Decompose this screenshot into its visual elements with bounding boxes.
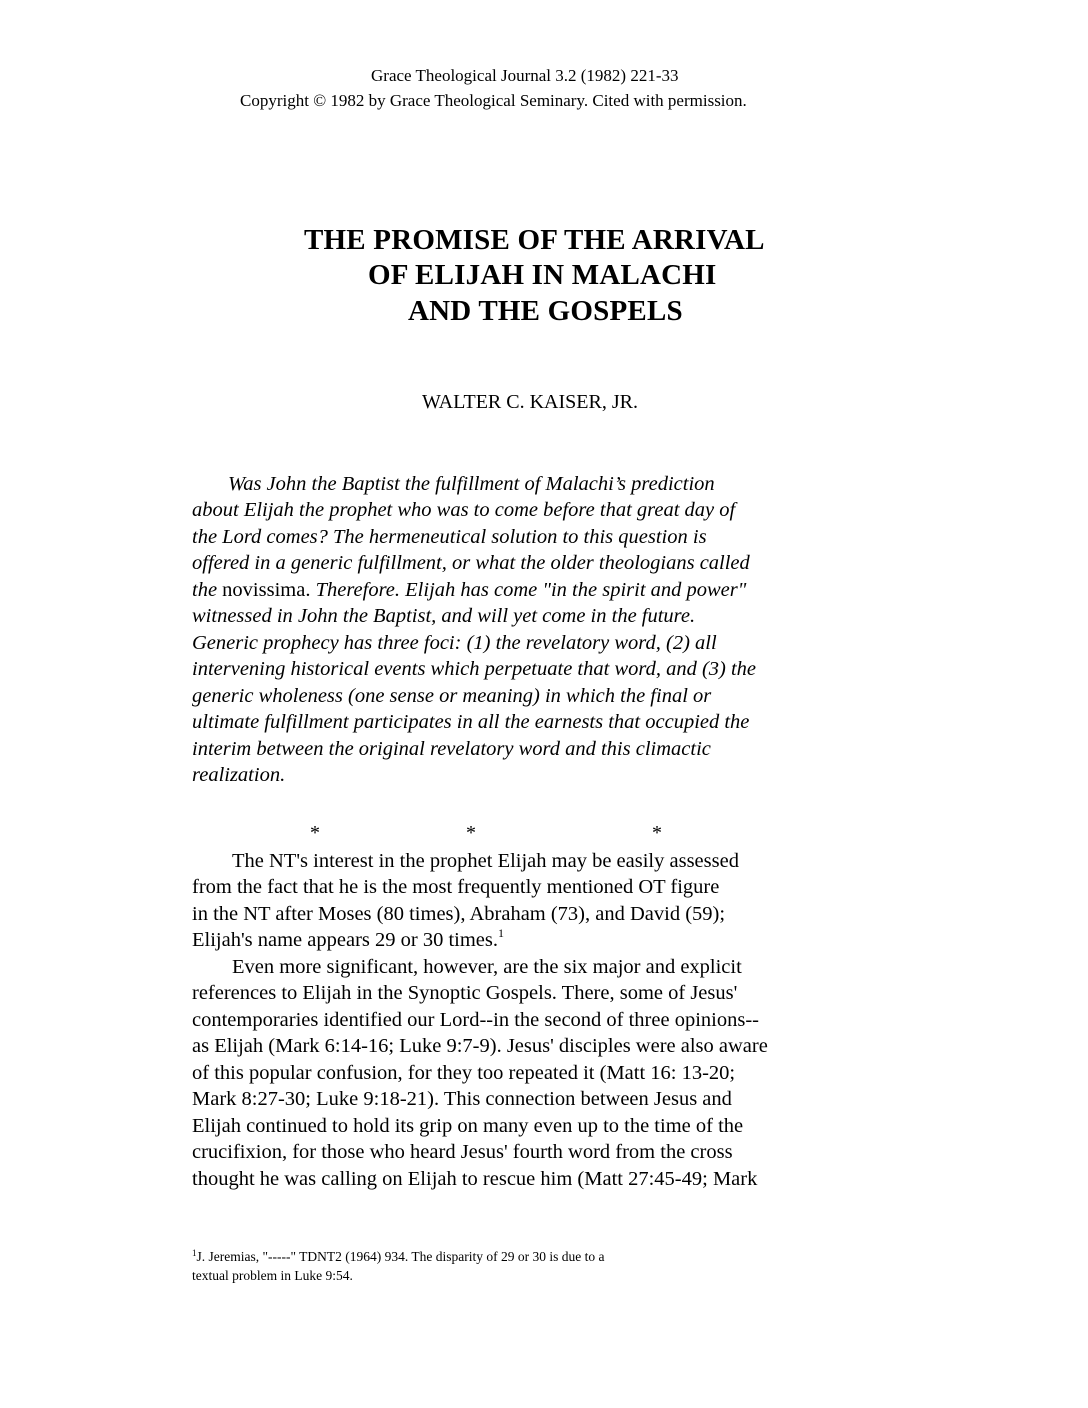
abstract-line: about Elijah the prophet who was to come before that great day of (192, 499, 736, 521)
body-line: of this popular confusion, for they too repeated it (Matt 16: 13-20; (192, 1062, 736, 1084)
body-line: Elijah continued to hold its grip on many even up to the time of the (192, 1115, 744, 1137)
abstract-line (192, 580, 746, 601)
body-line: Even more significant, however, are the six major and explicit (232, 956, 742, 978)
body-line: in the NT after Moses (80 times), Abraham (73), and David (59); (192, 903, 726, 925)
body-line: from the fact that he is the most frequently mentioned OT figure (192, 876, 720, 898)
body-line: thought he was calling on Elijah to rescue him (Matt 27:45-49; Mark (192, 1168, 758, 1190)
abstract-line: realization. (192, 764, 286, 786)
article-title-line-2: OF ELIJAH IN MALACHI (368, 259, 717, 291)
article-title-line-3: AND THE GOSPELS (408, 295, 683, 327)
abstract-line: Was John the Baptist the fulfillment of Malachi’s prediction (228, 473, 715, 495)
abstract-line: intervening historical events which perpetuate that word, and (3) the (192, 658, 757, 680)
body-line: as Elijah (Mark 6:14-16; Luke 9:7-9). Jesus' disciples were also aware (192, 1035, 768, 1057)
body-line: Mark 8:27-30; Luke 9:18-21). This connection between Jesus and (192, 1088, 732, 1110)
separator-star: * (652, 822, 662, 844)
article-author: WALTER C. KAISER, JR. (422, 391, 638, 413)
footnote (192, 1250, 604, 1264)
abstract-line: offered in a generic fulfillment, or what the older theologians called (192, 552, 750, 574)
article-title-line-1: THE PROMISE OF THE ARRIVAL (304, 224, 765, 256)
abstract-line: Generic prophecy has three foci: (1) the revelatory word, (2) all (192, 632, 717, 654)
abstract-line: interim between the original revelatory word and this climactic (192, 738, 711, 760)
footnote-text: J. Jeremias, "-----" TDNT2 (1964) 934. The disparity of 29 or 30 is due to a (196, 1249, 605, 1264)
abstract-line: witnessed in John the Baptist, and will yet come in the future. (192, 605, 696, 627)
body-line: contemporaries identified our Lord--in the second of three opinions-- (192, 1009, 759, 1031)
copyright-notice: Copyright © 1982 by Grace Theological Seminary. Cited with permission. (240, 91, 747, 110)
abstract-text: Therefore. Elijah has come "in the spirit and power" (310, 579, 747, 601)
body-line: references to Elijah in the Synoptic Gospels. There, some of Jesus' (192, 982, 738, 1004)
journal-citation: Grace Theological Journal 3.2 (1982) 221-33 (371, 66, 679, 85)
abstract-text: the (192, 579, 223, 601)
abstract-line: generic wholeness (one sense or meaning) in which the final or (192, 685, 712, 707)
novissima-term: novissima. (222, 579, 311, 601)
separator-star: * (310, 822, 320, 844)
body-line (192, 926, 504, 951)
body-text: Elijah's name appears 29 or 30 times. (192, 929, 498, 951)
footnote-reference[interactable]: 1 (498, 926, 504, 940)
separator-star: * (466, 822, 476, 844)
abstract-line: the Lord comes? The hermeneutical solution to this question is (192, 526, 707, 548)
body-line: The NT's interest in the prophet Elijah may be easily assessed (232, 850, 739, 872)
footnote-marker: 1 (192, 1248, 197, 1258)
footnote-continuation: textual problem in Luke 9:54. (192, 1268, 353, 1283)
abstract-line: ultimate fulfillment participates in all the earnests that occupied the (192, 711, 750, 733)
body-line: crucifixion, for those who heard Jesus' fourth word from the cross (192, 1141, 733, 1163)
